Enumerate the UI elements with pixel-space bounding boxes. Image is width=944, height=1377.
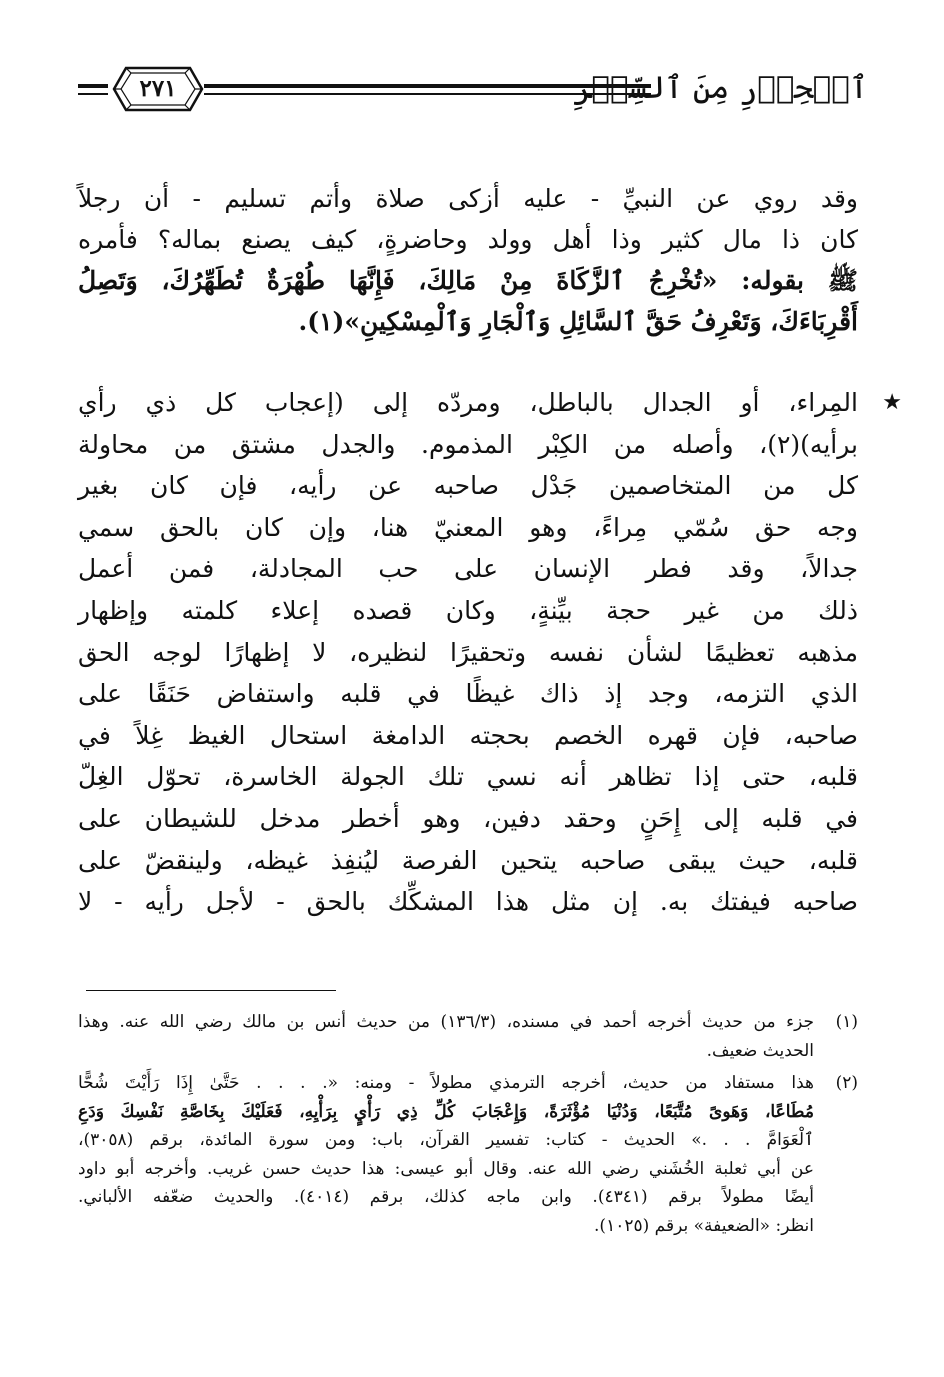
text-line: الذي التزمه، وجد إذ ذاك غيظًا في قلبه واستفاض حَنَقًا على <box>78 679 858 709</box>
text-line: وجه حق سُمّي مِراءً، وهو المعنيّ هنا، وإن كان بالحق سمي <box>78 512 858 542</box>
text-line: قلبه، حتى إذا تظاهر أنه نسي تلك الجولة الخاسرة، تحوّل الغِلّ <box>78 762 858 792</box>
text-line: قلبه، حيث يبقى صاحبه يتحين الفرصة ليُنفِذ غيظه، ولينقضّ على <box>78 845 858 875</box>
text-line: أَقْرِبَاءَكَ، وَتَعْرِفُ حَقَّ ٱلسَّائِلِ وَٱلْجَارِ وَٱلْمِسْكِينِ»(١). <box>298 307 858 336</box>
footnote-2 <box>78 1069 858 1240</box>
star-bullet-icon: ★ <box>882 390 902 415</box>
paragraph-hadith <box>78 178 858 342</box>
footnotes <box>78 1008 858 1240</box>
page-header <box>78 62 868 118</box>
footnote-line: مُطَاعًا، وَهَوىً مُتَّبَعًا، وَدُنْيَا مُؤْثَرَةً، وَإِعْجَابَ كُلِّ ذِي رَأْيٍ بِرَأْيِهِ، فَعَلَيْكَ بِخَاصَّةِ نَفْسِكَ وَدَعِ <box>78 1101 814 1122</box>
footnote-line: الحديث ضعيف. <box>706 1040 814 1061</box>
footnote-number: (١) <box>835 1012 858 1032</box>
paragraph-mira <box>78 382 902 923</box>
text-line: جدالاً، وقد فطر الإنسان على حب المجادلة، فمن أعمل <box>78 554 858 584</box>
running-title: ٱلۡحِذۡرِ مِنَ ٱلسِّحۡرِ <box>573 70 868 106</box>
page-number-frame <box>112 66 204 112</box>
footnote-line: ٱلْعَوَامَّ . . .» الحديث - كتاب: تفسير القرآن، باب: ومن سورة المائدة، برقم (٣٠٥٨)، <box>78 1130 814 1150</box>
footnote-line: جزء من حديث أخرجه أحمد في مسنده، (١٣٦/٣) من حديث أنس بن مالك رضي الله عنه. وهذا <box>78 1012 814 1032</box>
footnote-line: عن أبي ثعلبة الخُشَني رضي الله عنه. وقال أبو عيسى: هذا حديث حسن غريب. وأخرجه أبو داود <box>78 1158 814 1179</box>
text-line: في قلبه إلى إِحَنٍ وحقد دفين، وهو أخطر مدخل للشيطان على <box>78 803 858 833</box>
text-line: برأيه)(٢)، وأصله من الكِبْر المذموم. والجدل مشتق من محاولة <box>78 429 858 459</box>
text-line: صاحبه فيفتك به. إن مثل هذا المشكِّك بالحق - لأجل رأيه - لا <box>78 887 858 917</box>
text-line: وقد روي عن النبيِّ - عليه أزكى صلاة وأتم تسليم - أن رجلاً <box>78 184 858 213</box>
footnote-1 <box>78 1008 858 1065</box>
footnote-line: أيضًا مطولاً برقم (٤٣٤١). وابن ماجه كذلك، برقم (٤٠١٤). والحديث ضعّفه الألباني. <box>78 1187 814 1207</box>
text-line: ذلك من غير حجة بيِّنةٍ، وكان قصده إعلاء كلمته وإظهار <box>78 595 858 625</box>
text-line: مذهبه تعظيمًا لشأن نفسه وتحقيرًا لنظيره، لا إظهارًا لوجه الحق <box>78 637 858 667</box>
text-line: صاحبه، فإن قهره الخصم بحجته الدامغة استحال الغيظ غِلاً في <box>78 720 858 750</box>
text-line: ﷺ بقوله: «تُخْرِجُ ٱلزَّكَاةَ مِنْ مَالِكَ، فَإِنَّهَا طُهْرَةٌ تُطَهِّرُكَ، وَتَصِلُ <box>78 266 858 295</box>
header-rule <box>204 84 651 95</box>
text-line: المِراء، أو الجدال بالباطل، ومردّه إلى (إعجاب كل ذي رأي <box>78 388 858 417</box>
footnote-separator <box>86 990 336 991</box>
footnote-number: (٢) <box>835 1073 858 1093</box>
text-line: كان ذا مال كثير وذا أهل وولد وحاضرةٍ، كيف يصنع بماله؟ فأمره <box>78 225 858 254</box>
page-number: ٢٧١ <box>139 75 177 102</box>
footnote-line: هذا مستفاد من حديث، أخرجه الترمذي مطولاً - ومنه: «. . . . حَتَّىٰ إِذَا رَأَيْتَ شُحًّا <box>78 1073 814 1093</box>
footnote-line: انظر: «الضعيفة» برقم (١٠٢٥). <box>594 1215 814 1236</box>
header-rule-short <box>78 84 108 95</box>
text-line: كل من المتخاصمين جَدْل صاحبه عن رأيه، فإن كان بغير <box>78 471 858 501</box>
